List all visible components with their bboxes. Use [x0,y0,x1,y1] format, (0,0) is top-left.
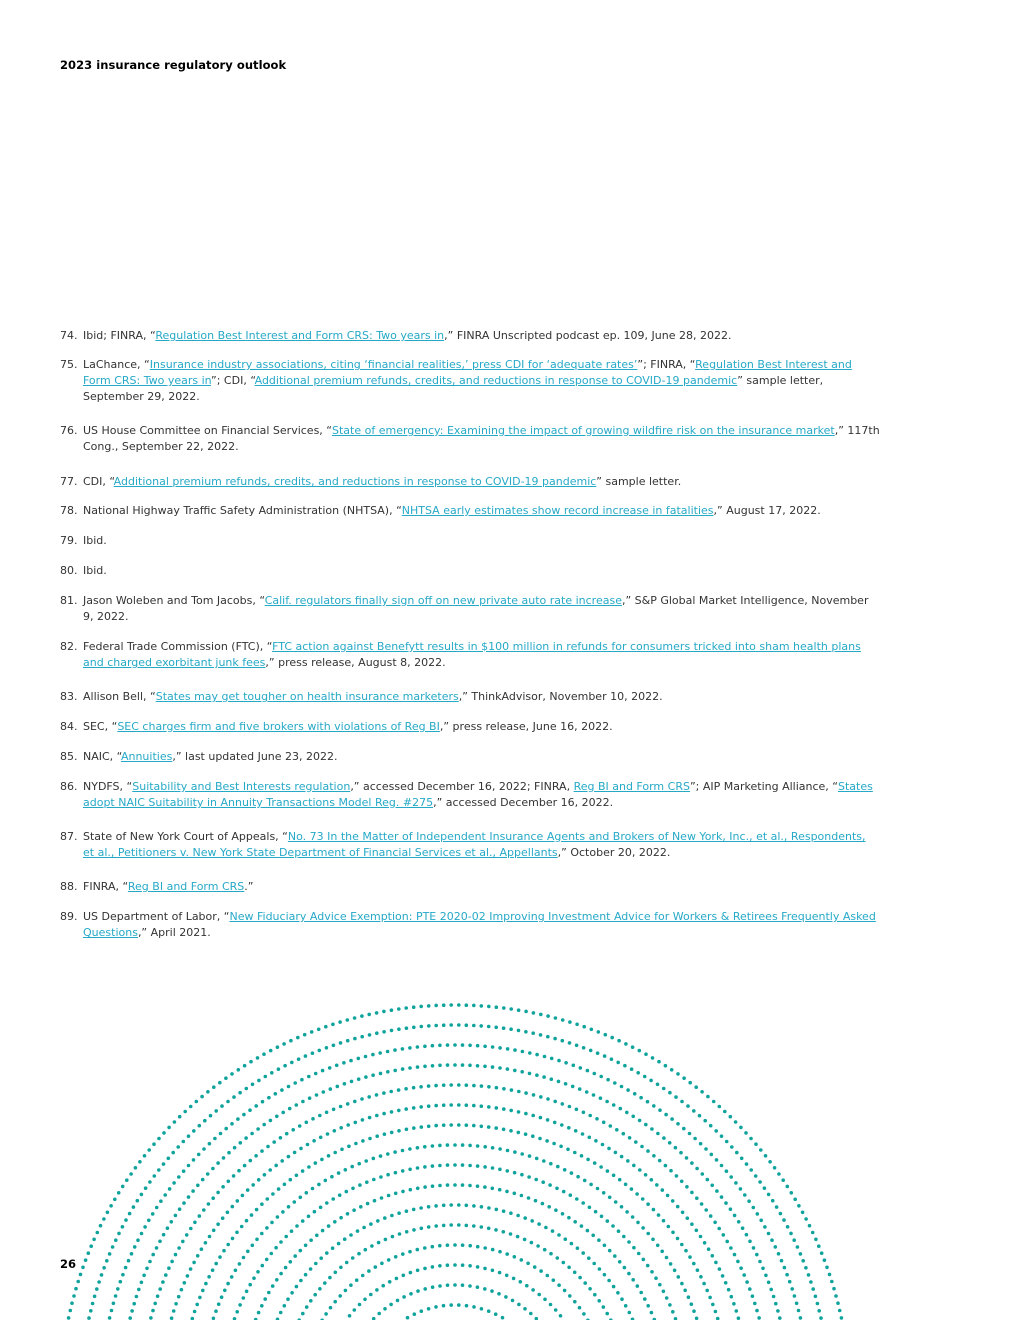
endnote-number: 81. [60,594,78,607]
endnote-text-segment: ,” S&P Global Market Intelligence, November 9, 2022. [83,594,869,623]
endnote-text-segment: ” sample letter. [596,475,682,488]
endnote-number: 86. [60,780,78,793]
endnote-text-segment: Ibid. [83,534,107,547]
endnote-text-segment: ,” FINRA Unscripted podcast ep. 109, June 28, 2022. [444,329,732,342]
endnote-text-segment: .” [244,880,254,893]
endnote-number: 80. [60,564,78,577]
source-link[interactable]: Additional premium refunds, credits, and reductions in response to COVID-19 pandemic [254,374,738,387]
source-link[interactable]: No. 73 In the Matter of Independent Insurance Agents and Brokers of New York, Inc., et al., Respondents, et al., Petitioners v. New York State Department of Financial Services et al., Appellants [83,830,866,859]
source-link[interactable]: Regulation Best Interest and Form CRS: Two years in [83,358,852,387]
source-link[interactable]: Regulation Best Interest and Form CRS: Two years in [155,329,445,342]
endnote-text-segment: ,” ThinkAdvisor, November 10, 2022. [458,690,663,703]
endnote-number: 79. [60,534,78,547]
endnote-number: 89. [60,910,78,923]
endnote-text-segment: ,” October 20, 2022. [557,846,671,859]
endnote-text-segment: ,” accessed December 16, 2022. [433,796,614,809]
endnote-number: 77. [60,475,78,488]
source-link[interactable]: Reg BI and Form CRS [573,780,690,793]
endnote-text-segment: SEC, “ [83,720,118,733]
source-link[interactable]: Annuities [120,750,173,763]
endnote-number: 75. [60,358,78,371]
endnote-text-segment: ,” press release, June 16, 2022. [439,720,613,733]
source-link[interactable]: Additional premium refunds, credits, and reductions in response to COVID-19 pandemic [113,475,597,488]
endnote-text-segment: Federal Trade Commission (FTC), “ [83,640,273,653]
source-link[interactable]: Reg BI and Form CRS [127,880,245,893]
endnote-text-segment: Jason Woleben and Tom Jacobs, “ [83,594,265,607]
source-link[interactable]: Insurance industry associations, citing ‘financial realities,’ press CDI for ‘adequate rates’ [149,358,638,371]
endnote-text-segment: ” sample letter, September 29, 2022. [83,374,824,403]
endnote-text-segment: NAIC, “ [83,750,121,763]
document-header: 2023 insurance regulatory outlook [60,58,287,72]
endnote-text-segment: LaChance, “ [83,358,150,371]
endnote-text-segment: FINRA, “ [83,880,128,893]
endnote-text-segment: National Highway Traffic Safety Administration (NHTSA), “ [83,504,402,517]
endnote-number: 76. [60,424,78,437]
endnote-text-segment: State of New York Court of Appeals, “ [83,830,288,843]
endnote-text-segment: US House Committee on Financial Services, “ [83,424,332,437]
endnote-text-segment: ,” press release, August 8, 2022. [265,656,446,669]
endnote-text-segment: CDI, “ [83,475,114,488]
endnote-number: 85. [60,750,78,763]
endnote-text-segment: ,” accessed December 16, 2022; FINRA, [350,780,574,793]
endnote-text-segment: Ibid. [83,564,107,577]
endnote-number: 74. [60,329,78,342]
source-link[interactable]: FTC action against Benefytt results in $100 million in refunds for consumers tricked into sham health plans and charged exorbitant junk fees [83,640,861,669]
endnote-number: 84. [60,720,78,733]
endnote-text-segment: ,” August 17, 2022. [713,504,821,517]
endnote-text-segment: ,” April 2021. [137,926,211,939]
source-link[interactable]: State of emergency: Examining the impact of growing wildfire risk on the insurance market [332,424,835,437]
endnote-number: 87. [60,830,78,843]
source-link[interactable]: Suitability and Best Interests regulation [132,780,351,793]
endnote-text-segment: ,” last updated June 23, 2022. [172,750,338,763]
endnote-text-segment: NYDFS, “ [83,780,133,793]
source-link[interactable]: Calif. regulators finally sign off on new private auto rate increase [264,594,622,607]
endnote-text-segment: ”; AIP Marketing Alliance, “ [689,780,838,793]
endnote-text-segment: ”; FINRA, “ [637,358,696,371]
page-number: 26 [60,1257,77,1271]
endnote-number: 78. [60,504,78,517]
endnote-text-segment: Allison Bell, “ [83,690,156,703]
endnote-text-segment: Ibid; FINRA, “ [83,329,156,342]
source-link[interactable]: States adopt NAIC Suitability in Annuity Transactions Model Reg. #275 [83,780,873,809]
endnote-text-segment: ”; CDI, “ [211,374,255,387]
endnote-number: 83. [60,690,78,703]
source-link[interactable]: SEC charges firm and five brokers with violations of Reg BI [117,720,440,733]
source-link[interactable]: New Fiduciary Advice Exemption: PTE 2020-02 Improving Investment Advice for Workers & Retirees Frequently Asked Questions [83,910,876,939]
endnote-number: 82. [60,640,78,653]
endnote-text-segment: US Department of Labor, “ [83,910,230,923]
endnote-number: 88. [60,880,78,893]
endnote-text-segment: ,” 117th Cong., September 22, 2022. [83,424,880,453]
source-link[interactable]: States may get tougher on health insurance marketers [155,690,459,703]
source-link[interactable]: NHTSA early estimates show record increase in fatalities [401,504,714,517]
